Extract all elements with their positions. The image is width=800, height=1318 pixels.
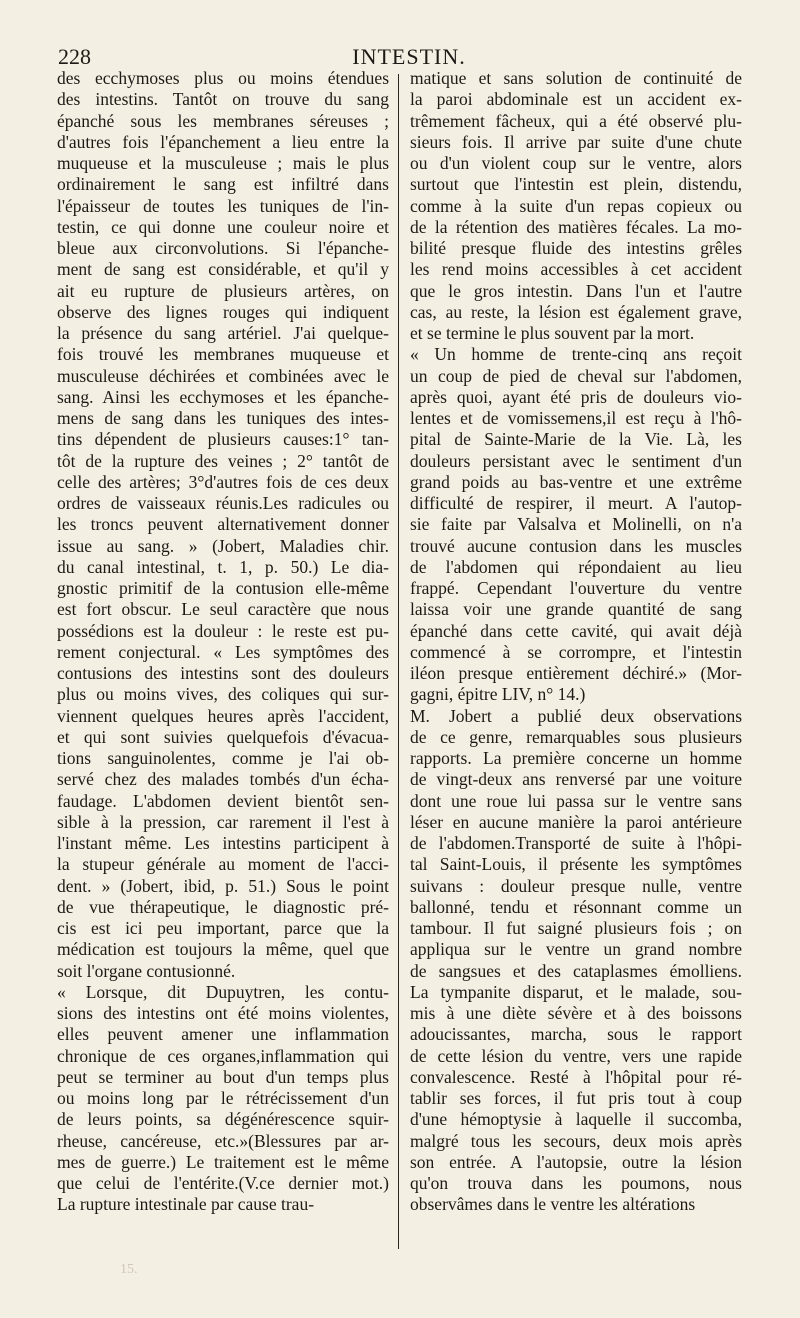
text-line: contusions des intestins sont des douleurs bbox=[57, 663, 389, 683]
text-line: qu'on trouva dans les poumons, nous bbox=[410, 1173, 742, 1193]
text-line: d'une hémoptysie à laquelle il succomba, bbox=[410, 1109, 742, 1130]
text-line: La rupture intestinale par cause trau- bbox=[57, 1194, 315, 1215]
text-line: cas, au reste, la lésion est également grave, bbox=[410, 301, 742, 322]
text-line: dent. » (Jobert, ibid, p. 51.) Sous le point bbox=[57, 875, 389, 896]
text-line: d'autres fois l'épanchement a lieu entre la bbox=[57, 131, 389, 152]
text-line: plus ou moins vives, des coliques qui sur- bbox=[57, 684, 389, 705]
text-line: « Un homme de trente-cinq ans reçoit bbox=[410, 344, 742, 365]
text-line: et qui sont suivies quelquefois d'évacua- bbox=[57, 726, 389, 747]
text-line: la présence du sang artériel. J'ai quelque- bbox=[57, 323, 389, 343]
text-line: du canal intestinal, t. 1, p. 50.) Le dia- bbox=[57, 556, 389, 577]
text-line: épanché sous les membranes séreuses ; bbox=[57, 110, 389, 131]
text-line: matique et sans solution de continuité de bbox=[410, 68, 742, 88]
text-line: de leurs points, sa dégénérescence squir- bbox=[57, 1109, 389, 1130]
text-line: trouvé aucune contusion dans les muscles bbox=[410, 535, 742, 556]
text-line: iléon presque entièrement déchiré.» (Mor- bbox=[410, 663, 742, 683]
text-line: des ecchymoses plus ou moins étendues bbox=[57, 68, 389, 88]
text-line: rheuse, cancéreuse, etc.»(Blessures par ar- bbox=[57, 1130, 389, 1151]
text-line: de l'abdomen.Transporté de suite à l'hôpi- bbox=[410, 833, 742, 853]
text-line: l'instant même. Les intestins participent à bbox=[57, 833, 389, 853]
text-line: « Lorsque, dit Dupuytren, les contu- bbox=[57, 981, 389, 1002]
text-line: de cette lésion du ventre, vers une rapide bbox=[410, 1045, 742, 1066]
text-line: musculeuse déchirées et combinées avec le bbox=[57, 365, 389, 386]
text-line: muqueuse et la musculeuse ; mais le plus bbox=[57, 153, 389, 173]
text-line: léser en aucune manière la paroi antérieure bbox=[410, 811, 742, 832]
text-line: la paroi abdominale est un accident ex- bbox=[410, 89, 742, 110]
text-line: servé chez des malades tombés d'un écha- bbox=[57, 769, 389, 790]
text-line: trêmement fâcheux, qui a été observé plu- bbox=[410, 110, 742, 131]
text-line: testin, ce qui donne une couleur noire et bbox=[57, 216, 389, 237]
text-line: observâmes dans le ventre les altérations bbox=[410, 1194, 696, 1215]
text-line: M. Jobert a publié deux observations bbox=[410, 705, 742, 726]
text-line: fois trouvé les membranes muqueuse et bbox=[57, 344, 389, 365]
text-line: pital de Sainte-Marie de la Vie. Là, les bbox=[410, 429, 742, 450]
text-line: ordinairement le sang est infiltré dans bbox=[57, 174, 389, 195]
page-number: 228 bbox=[58, 44, 91, 69]
text-line: lentes et de vomissemens,il est reçu à l'hô- bbox=[410, 408, 742, 428]
text-line: est fort obscur. Le seul caractère que nous bbox=[57, 599, 389, 620]
text-line: tôt de la rupture des veines ; 2° tantôt de bbox=[57, 450, 389, 471]
text-line: ait eu rupture de plusieurs artères, on bbox=[57, 280, 389, 301]
text-line: difficulté de respirer, il meurt. A l'autop- bbox=[410, 493, 742, 513]
text-line: frappé. Cependant l'ouverture du ventre bbox=[410, 578, 742, 598]
text-line: cis est ici peu important, parce que la bbox=[57, 918, 389, 938]
text-line: rement conjectural. « Les symptômes des bbox=[57, 641, 389, 662]
text-line: faudage. L'abdomen devient bientôt sen- bbox=[57, 790, 389, 811]
text-line: que celui de l'entérite.(V.ce dernier mot.) bbox=[57, 1173, 389, 1193]
text-line: sang. Ainsi les ecchymoses et les épanche- bbox=[57, 386, 389, 407]
left-column bbox=[57, 68, 389, 1216]
text-line: gnostic primitif de la contusion elle-même bbox=[57, 578, 389, 598]
text-line: adoucissantes, marcha, sous le rapport bbox=[410, 1024, 742, 1045]
text-line: douleurs persistant avec le sentiment d'un bbox=[410, 450, 742, 471]
text-line: les rend moins accessibles à cet accident bbox=[410, 259, 742, 280]
text-line: ballonné, tendu et résonnant comme un bbox=[410, 896, 742, 917]
text-line: bilité presque fluide des intestins grêles bbox=[410, 238, 742, 258]
text-line: malgré tous les secours, deux mois après bbox=[410, 1130, 742, 1151]
text-line: La tympanite disparut, et le malade, sou- bbox=[410, 981, 742, 1002]
text-line: tablir ses forces, il fut pris tout à coup bbox=[410, 1088, 742, 1108]
text-line: chronique de ces organes,inflammation qui bbox=[57, 1045, 389, 1066]
text-line: celle des artères; 3°d'autres fois de ces deux bbox=[57, 471, 389, 492]
text-line: mes de guerre.) Le traitement est le même bbox=[57, 1151, 389, 1172]
text-line: observe des lignes rouges qui indiquent bbox=[57, 301, 389, 322]
text-line: surtout que l'intestin est plein, distendu, bbox=[410, 174, 742, 195]
text-line: mis à une diète sévère et à des boissons bbox=[410, 1003, 742, 1023]
text-line: ou d'un violent coup sur le ventre, alors bbox=[410, 153, 742, 173]
text-line: rapports. La première concerne un homme bbox=[410, 748, 742, 768]
text-line: après quoi, ayant été pris de douleurs vio- bbox=[410, 386, 742, 407]
text-line: tal Saint-Louis, il présente les symptômes bbox=[410, 854, 742, 875]
text-line: sie faite par Valsalva et Molinelli, on n'a bbox=[410, 514, 742, 535]
text-line: viennent quelques heures après l'accident, bbox=[57, 705, 389, 726]
text-line: de la rétention des matières fécales. La mo- bbox=[410, 216, 742, 237]
text-line: les troncs peuvent alternativement donner bbox=[57, 514, 389, 535]
text-line: la stupeur générale au moment de l'acci- bbox=[57, 854, 389, 875]
text-line: soit l'organe contusionné. bbox=[57, 960, 236, 981]
text-line: suivans : douleur presque nulle, ventre bbox=[410, 875, 742, 896]
text-line: de l'abdomen qui répondaient au lieu bbox=[410, 556, 742, 577]
text-line: comme à la suite d'un repas copieux ou bbox=[410, 195, 742, 216]
text-line: un coup de pied de cheval sur l'abdomen, bbox=[410, 365, 742, 386]
text-line: commencé à se corrompre, et l'intestin bbox=[410, 641, 742, 662]
right-column bbox=[410, 68, 742, 1216]
text-line: de sangsues et des cataplasmes émolliens. bbox=[410, 960, 742, 981]
text-line: tambour. Il fut saigné plusieurs fois ; on bbox=[410, 918, 742, 938]
text-line: dont une roue lui passa sur le ventre sans bbox=[410, 790, 742, 811]
text-line: ment de sang est considérable, et qu'il y bbox=[57, 259, 389, 280]
text-line: de vingt-deux ans renversé par une voiture bbox=[410, 769, 742, 790]
text-line: bleue aux circonvolutions. Si l'épanche- bbox=[57, 238, 389, 258]
text-line: de ce genre, remarquables sous plusieurs bbox=[410, 726, 742, 747]
column-rule bbox=[398, 74, 399, 1249]
text-line: issue au sang. » (Jobert, Maladies chir. bbox=[57, 535, 389, 556]
running-title: INTESTIN. bbox=[352, 44, 466, 69]
text-line: épanché dans cette cavité, qui avait déjà bbox=[410, 620, 742, 641]
text-line: convalescence. Resté à l'hôpital pour ré- bbox=[410, 1066, 742, 1087]
text-line: son entrée. A l'autopsie, outre la lésion bbox=[410, 1151, 742, 1172]
text-line: laissa voir une grande quantité de sang bbox=[410, 599, 742, 620]
text-line: sieurs fois. Il arrive par suite d'une chute bbox=[410, 131, 742, 152]
text-line: possédions est la douleur : le reste est pu- bbox=[57, 620, 389, 641]
text-line: des intestins. Tantôt on trouve du sang bbox=[57, 89, 389, 110]
text-line: mens de sang dans les tuniques des intes- bbox=[57, 408, 389, 428]
text-line: grand poids au bas-ventre et une extrême bbox=[410, 471, 742, 492]
text-line: sions des intestins ont été moins violentes, bbox=[57, 1003, 389, 1023]
text-line: que le gros intestin. Dans l'un et l'autre bbox=[410, 280, 742, 301]
text-line: tions sanguinolentes, comme je l'ai ob- bbox=[57, 748, 389, 768]
text-line: gagni, épitre LIV, n° 14.) bbox=[410, 684, 586, 705]
text-line: l'épaisseur de toutes les tuniques de l'in- bbox=[57, 195, 389, 216]
text-line: ordres de vaisseaux réunis.Les radicules ou bbox=[57, 493, 389, 513]
text-line: peut se terminer au bout d'un temps plus bbox=[57, 1066, 389, 1087]
text-line: appliqua sur le ventre un grand nombre bbox=[410, 939, 742, 960]
text-line: tins dépendent de plusieurs causes:1° tan- bbox=[57, 429, 389, 450]
text-line: ou moins long par le rétrécissement d'un bbox=[57, 1088, 389, 1108]
text-line: elles peuvent amener une inflammation bbox=[57, 1024, 389, 1045]
text-line: sible à la pression, car rarement il l'est à bbox=[57, 811, 389, 832]
text-line: de vue thérapeutique, le diagnostic pré- bbox=[57, 896, 389, 917]
text-line: et se termine le plus souvent par la mort. bbox=[410, 323, 695, 343]
text-line: médication est toujours la même, quel que bbox=[57, 939, 389, 960]
signature-mark: 15. bbox=[120, 1262, 138, 1277]
